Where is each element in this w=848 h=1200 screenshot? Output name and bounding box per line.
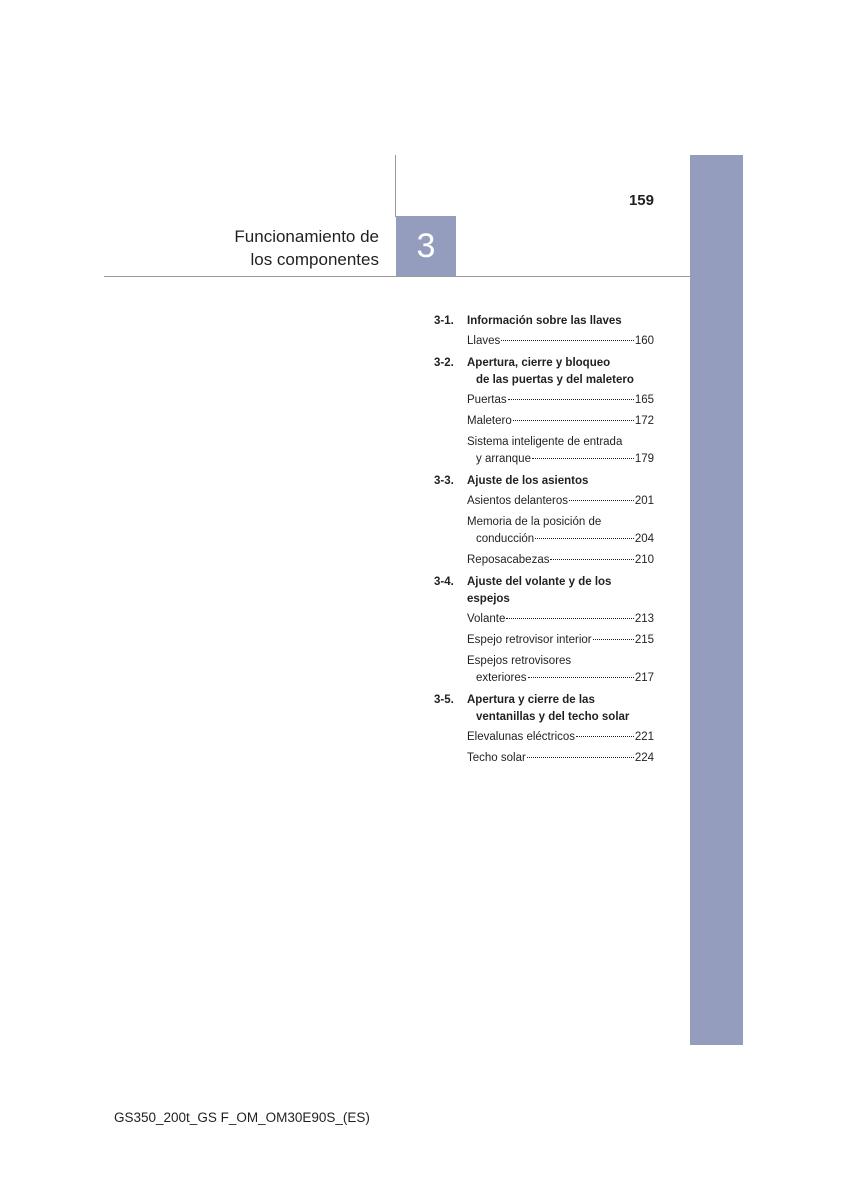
dot-leader	[528, 677, 634, 678]
toc-section-title	[467, 355, 654, 389]
toc-entry-label: Elevalunas eléctricos	[467, 731, 576, 743]
toc-entry[interactable]	[467, 333, 654, 350]
chapter-title	[79, 225, 379, 271]
toc-entry[interactable]	[467, 729, 654, 746]
toc-entry-page: 165	[634, 394, 654, 406]
footer-doc-code: GS350_200t_GS F_OM_OM30E90S_(ES)	[114, 1110, 370, 1125]
toc-section	[434, 692, 654, 767]
toc-entry-page: 210	[634, 554, 654, 566]
toc-section-title	[467, 473, 654, 490]
toc-entry-page: 172	[634, 415, 654, 427]
toc-entry-page: 179	[634, 453, 654, 465]
toc-entry-label: Memoria de la posición de	[467, 516, 602, 528]
dot-leader	[550, 559, 633, 560]
toc-section-heading	[434, 313, 654, 330]
toc-entry[interactable]	[467, 611, 654, 628]
toc-entry-line	[467, 653, 654, 670]
toc-entry-line	[467, 514, 654, 531]
toc-entry-page: 204	[634, 533, 654, 545]
toc-entry-label: Sistema inteligente de entrada	[467, 436, 623, 448]
toc-section-title	[467, 313, 654, 330]
toc-entry[interactable]	[467, 392, 654, 409]
chapter-number-box: 3	[396, 216, 456, 276]
dot-leader	[501, 340, 634, 341]
vertical-divider	[395, 155, 396, 217]
toc-entry-line	[467, 729, 654, 746]
toc-entry-label: Maletero	[467, 415, 512, 427]
dot-leader	[508, 399, 634, 400]
toc-entry-page: 217	[634, 672, 654, 684]
toc-entry[interactable]	[467, 632, 654, 649]
toc-entry-label: Volante	[467, 613, 506, 625]
toc-entry-line	[467, 392, 654, 409]
toc-entry-line	[467, 670, 654, 687]
toc-section-heading	[434, 692, 654, 726]
toc-entry-label: exteriores	[476, 672, 527, 684]
dot-leader	[569, 500, 634, 501]
dot-leader	[593, 639, 634, 640]
toc-section-title-line: Apertura y cierre de las	[467, 694, 595, 706]
toc-section-number: 3-4.	[434, 576, 454, 588]
toc-section-title-line: ventanillas y del techo solar	[476, 711, 630, 723]
dot-leader	[535, 538, 634, 539]
toc-entry-label: Reposacabezas	[467, 554, 550, 566]
toc-entry-label: Puertas	[467, 394, 507, 406]
toc-entry[interactable]	[467, 514, 654, 548]
toc-section-heading	[434, 355, 654, 389]
toc-section-number: 3-5.	[434, 694, 454, 706]
toc-entry-line	[467, 632, 654, 649]
toc-entry-line	[467, 333, 654, 350]
toc-section-number: 3-2.	[434, 357, 454, 369]
toc-entry-page: 201	[634, 495, 654, 507]
toc-section-title-line: Ajuste del volante y de los espejos	[467, 576, 612, 605]
toc-entry-label: y arranque	[476, 453, 531, 465]
toc-entry[interactable]	[467, 750, 654, 767]
toc-section-title	[467, 574, 654, 608]
toc-entry-line	[467, 552, 654, 569]
toc-entry-line	[467, 531, 654, 548]
chapter-side-tab	[690, 155, 743, 1045]
toc-entry[interactable]	[467, 653, 654, 687]
toc-entry-line	[467, 750, 654, 767]
toc-entry-page: 160	[634, 335, 654, 347]
toc-entry-label: Techo solar	[467, 752, 526, 764]
toc-section-title-line: Información sobre las llaves	[467, 315, 622, 327]
toc-entry-label: Llaves	[467, 335, 501, 347]
chapter-title-line: Funcionamiento de	[234, 227, 379, 246]
toc-section-title-line: Apertura, cierre y bloqueo	[467, 357, 611, 369]
toc-section-heading	[434, 574, 654, 608]
toc-entry-line	[467, 413, 654, 430]
toc-entry-page: 221	[634, 731, 654, 743]
toc-section	[434, 473, 654, 569]
dot-leader	[506, 618, 633, 619]
toc-entry[interactable]	[467, 493, 654, 510]
chapter-title-line: los componentes	[250, 250, 379, 269]
toc-section-number: 3-3.	[434, 475, 454, 487]
toc-entry-page: 215	[634, 634, 654, 646]
dot-leader	[527, 757, 634, 758]
table-of-contents	[434, 313, 654, 772]
dot-leader	[532, 458, 634, 459]
toc-entry[interactable]	[467, 552, 654, 569]
toc-section-title-line: Ajuste de los asientos	[467, 475, 589, 487]
toc-entry-label: Espejo retrovisor interior	[467, 634, 592, 646]
toc-section	[434, 355, 654, 468]
toc-entry-label: conducción	[476, 533, 535, 545]
page-number: 159	[628, 192, 654, 209]
toc-section-title	[467, 692, 654, 726]
toc-entry-line	[467, 611, 654, 628]
toc-entry-line	[467, 493, 654, 510]
toc-section-heading	[434, 473, 654, 490]
toc-section-title-line: de las puertas y del maletero	[476, 374, 634, 386]
toc-entry-label: Espejos retrovisores	[467, 655, 572, 667]
dot-leader	[513, 420, 634, 421]
toc-section	[434, 313, 654, 350]
toc-section-number: 3-1.	[434, 315, 454, 327]
toc-entry-line	[467, 451, 654, 468]
toc-section	[434, 574, 654, 687]
toc-entry-page: 213	[634, 613, 654, 625]
toc-entry-page: 224	[634, 752, 654, 764]
toc-entry[interactable]	[467, 434, 654, 468]
toc-entry[interactable]	[467, 413, 654, 430]
toc-entry-label: Asientos delanteros	[467, 495, 569, 507]
toc-entry-line	[467, 434, 654, 451]
dot-leader	[576, 736, 634, 737]
header-rule	[104, 276, 690, 277]
